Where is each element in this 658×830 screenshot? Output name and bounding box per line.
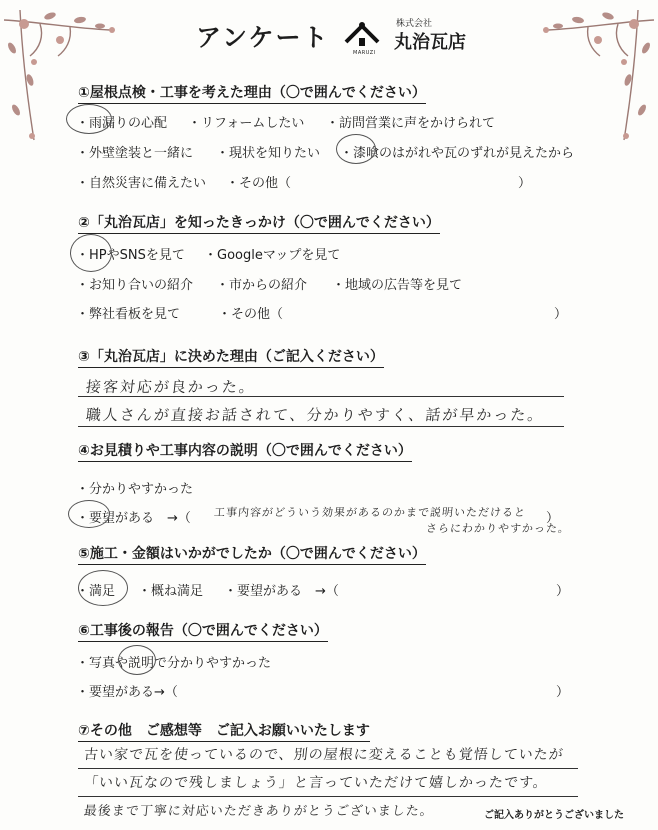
company-logo xyxy=(344,16,494,56)
q3-heading: ③「丸治瓦店」に決めた理由（ご記入ください） xyxy=(78,346,384,368)
thank-you-note: ご記入ありがとうございました xyxy=(484,810,624,821)
q1-option-reform[interactable]: ・リフォームしたい xyxy=(188,116,305,131)
q3-writing-line-1 xyxy=(78,396,564,397)
q2-other-close: ） xyxy=(554,307,568,322)
q6-heading: ⑥工事後の報告（〇で囲んでください） xyxy=(78,620,328,642)
q6-answer-circle xyxy=(118,645,156,675)
q4-request-close: ） xyxy=(546,511,560,526)
q5-option-satisfied[interactable]: ・満足 xyxy=(76,584,116,599)
q2-option-hp-sns[interactable]: ・HPやSNSを見て xyxy=(76,248,185,263)
q1-option-current-state[interactable]: ・現状を知りたい xyxy=(216,146,321,161)
q5-heading: ⑤施工・金額はいかがでしたか（〇で囲んでください） xyxy=(78,543,426,565)
q7-answer-line-2: 「いい瓦なので残しましょう」と言っていただけて嬉しかったです。 xyxy=(83,775,549,791)
q1-option-plaster-damage[interactable]: ・漆喰のはがれや瓦のずれが見えたから xyxy=(340,146,575,161)
q2-answer-circle xyxy=(70,234,112,272)
q7-writing-line-1 xyxy=(78,768,578,769)
q1-answer-circle xyxy=(66,104,112,134)
q7-writing-line-2 xyxy=(78,796,578,797)
q6-option-request[interactable]: ・要望がある→（ xyxy=(76,685,178,700)
q1-option-other[interactable]: ・その他（ xyxy=(226,176,292,191)
q1-option-sales-visit[interactable]: ・訪問営業に声をかけられて xyxy=(326,116,496,131)
q2-option-acquaintance[interactable]: ・お知り合いの紹介 xyxy=(76,278,194,293)
q5-request-close: ） xyxy=(556,584,570,599)
q1-answer-circle-2 xyxy=(336,134,376,164)
q1-heading: ①屋根点検・工事を考えた理由（〇で囲んでください） xyxy=(78,82,426,104)
q2-option-signboard[interactable]: ・弊社看板を見て xyxy=(76,307,181,322)
q4-request-answer-line-1: 工事内容がどういう効果があるのかまで説明いただけると xyxy=(213,506,527,519)
logo-company-name: 丸治瓦店 xyxy=(394,32,466,53)
q4-heading: ④お見積りや工事内容の説明（〇で囲んでください） xyxy=(78,440,412,462)
q1-option-disaster[interactable]: ・自然災害に備えたい xyxy=(76,176,207,191)
q4-option-clear[interactable]: ・分かりやすかった xyxy=(76,482,194,497)
q5-option-mostly-satisfied[interactable]: ・概ね満足 xyxy=(138,584,204,599)
q7-answer-line-1: 古い家で瓦を使っているので、別の屋根に変えることも覚悟していたが xyxy=(83,747,565,763)
q3-writing-line-2 xyxy=(78,426,564,427)
page-title: アンケート xyxy=(196,23,330,52)
q2-option-other[interactable]: ・その他（ xyxy=(218,307,284,322)
q2-option-google-maps[interactable]: ・Googleマップを見て xyxy=(204,248,341,263)
logo-subtitle: MARUZI xyxy=(353,50,376,56)
q7-answer-line-3: 最後まで丁寧に対応いただきありがとうございました。 xyxy=(83,804,435,819)
q3-answer-line-2: 職人さんが直接お話されて、分かりやすく、話が早かった。 xyxy=(85,406,546,424)
q6-request-close: ） xyxy=(556,685,570,700)
q1-option-wall-paint[interactable]: ・外壁塗装と一緒に xyxy=(76,146,194,161)
q5-answer-circle xyxy=(78,570,128,606)
q1-other-close: ） xyxy=(518,176,532,191)
roof-mark-icon xyxy=(344,20,380,50)
logo-company-type: 株式会社 xyxy=(396,19,433,29)
q5-option-request[interactable]: ・要望がある →（ xyxy=(224,584,339,599)
q1-option-leak[interactable]: ・雨漏りの心配 xyxy=(76,116,168,131)
q2-heading: ②「丸治瓦店」を知ったきっかけ（〇で囲んでください） xyxy=(78,212,440,234)
q4-answer-circle xyxy=(68,500,110,528)
q7-heading: ⑦その他 ご感想等 ご記入お願いいたします xyxy=(78,720,370,742)
q6-option-clear-report[interactable]: ・写真や説明で分かりやすかった xyxy=(76,656,272,671)
q2-option-local-ad[interactable]: ・地域の広告等を見て xyxy=(332,278,463,293)
q2-option-city[interactable]: ・市からの紹介 xyxy=(216,278,308,293)
q4-request-answer-line-2: さらにわかりやすかった。 xyxy=(425,522,571,535)
floral-vine-decoration-right xyxy=(508,0,658,150)
q4-option-request[interactable]: ・要望がある →（ xyxy=(76,511,191,526)
q3-answer-line-1: 接客対応が良かった。 xyxy=(85,378,257,396)
